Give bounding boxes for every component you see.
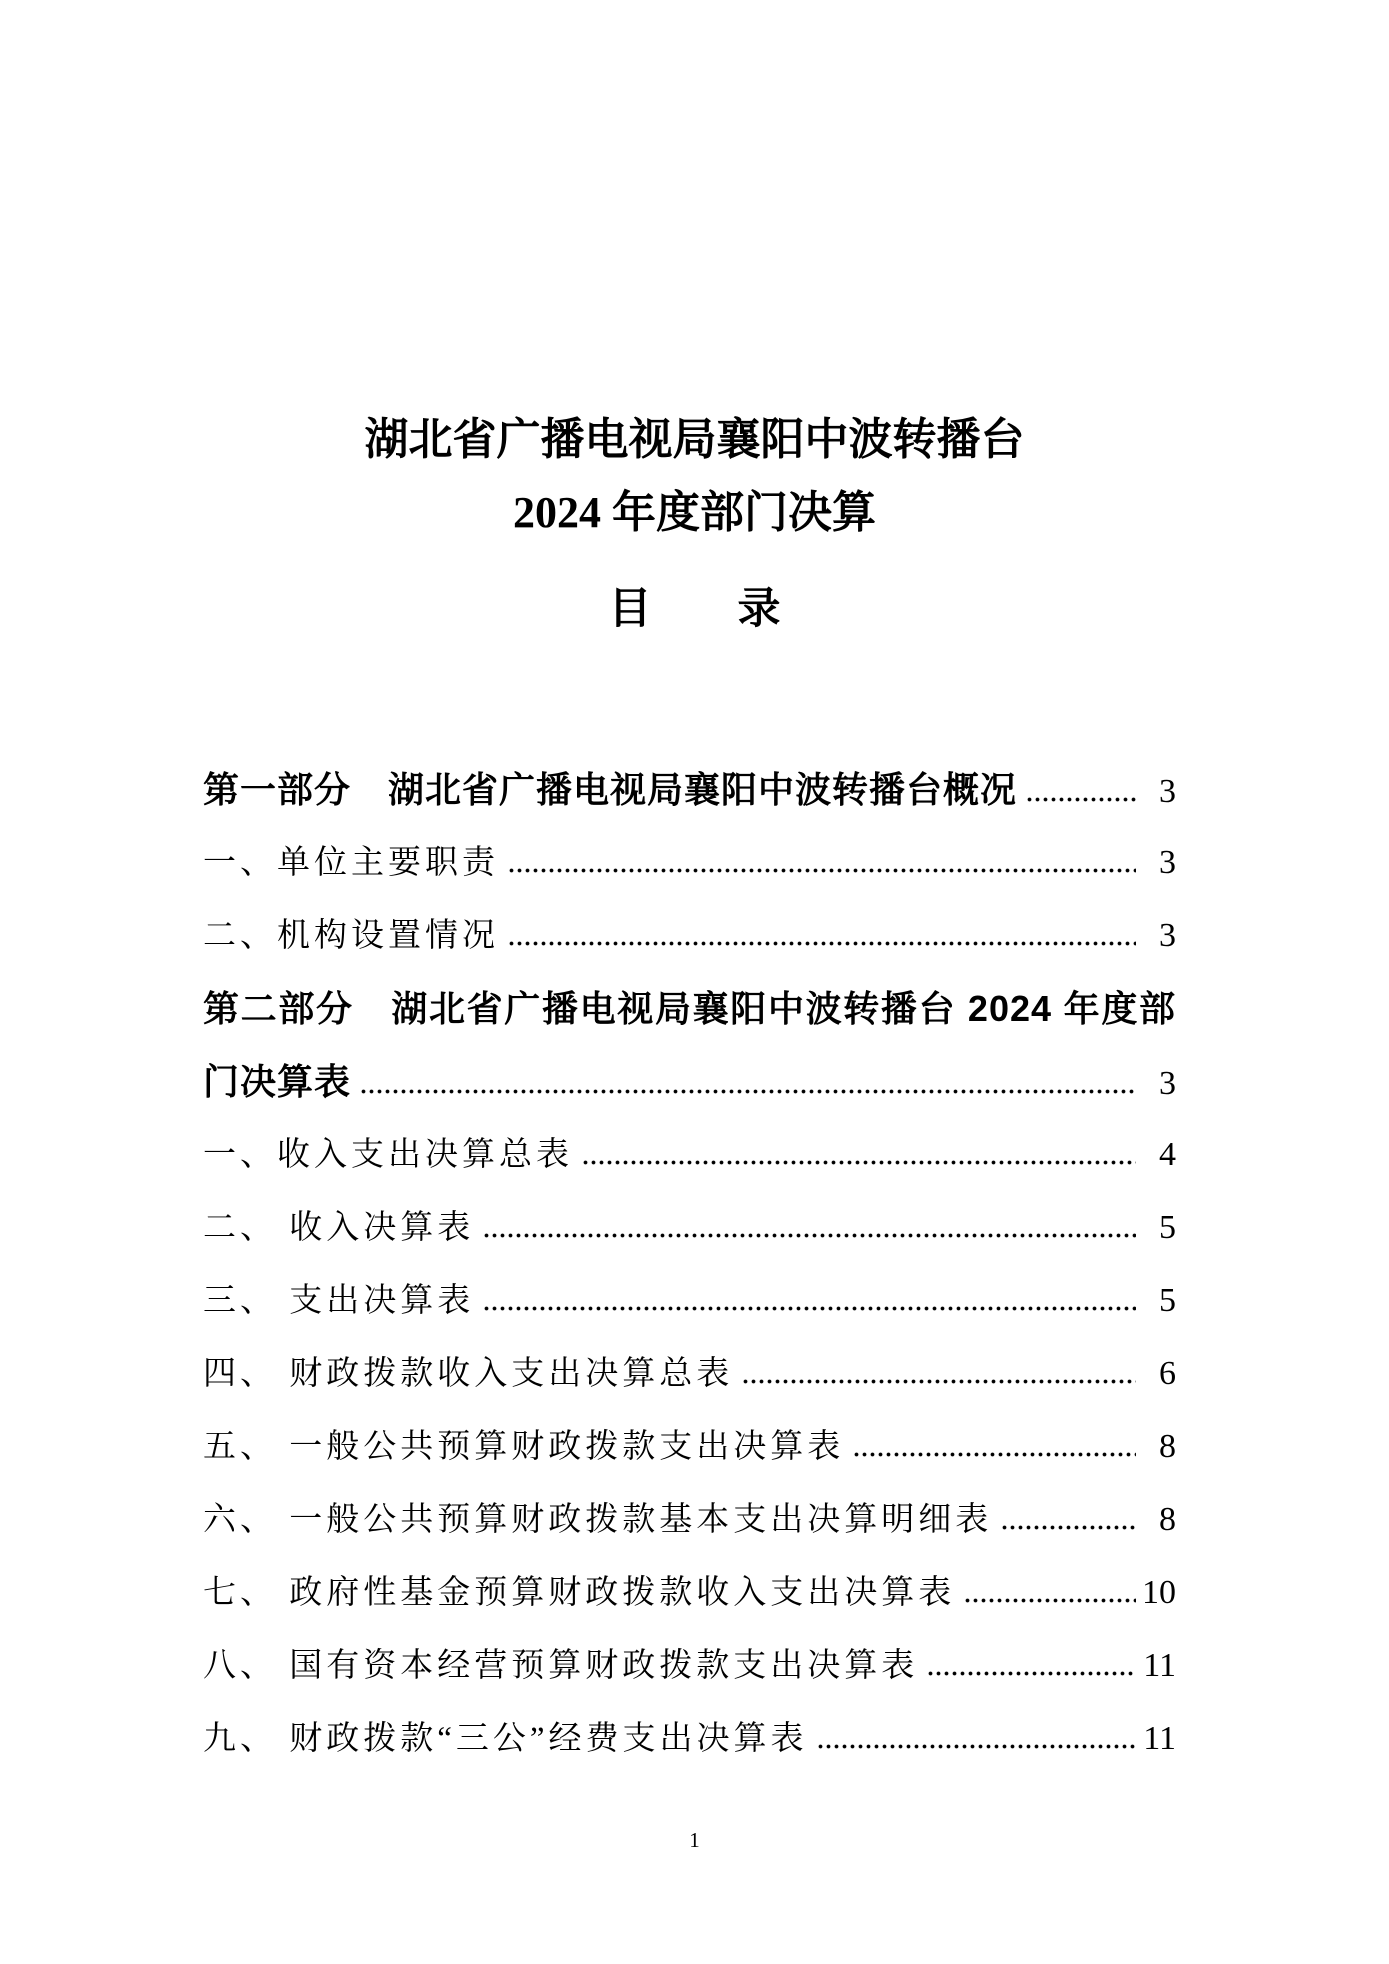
toc-row[interactable] bbox=[203, 767, 1176, 840]
toc-entry-text: 一、收入支出决算总表 bbox=[203, 1137, 573, 1173]
toc-page-number: 8 bbox=[1159, 1501, 1176, 1538]
toc-page-number: 3 bbox=[1159, 773, 1176, 810]
toc-row[interactable] bbox=[203, 1497, 1176, 1570]
toc-entry-text: 二、 收入决算表 bbox=[203, 1210, 475, 1246]
toc-row[interactable] bbox=[203, 986, 1176, 1059]
toc-list bbox=[203, 767, 1176, 1789]
toc-heading: 目 录 bbox=[608, 586, 781, 633]
toc-entry-text: 三、 支出决算表 bbox=[203, 1283, 475, 1319]
toc-page-number: 11 bbox=[1143, 1647, 1176, 1684]
toc-row[interactable] bbox=[203, 1351, 1176, 1424]
toc-dot-leader bbox=[1027, 797, 1136, 802]
toc-page-number: 8 bbox=[1159, 1428, 1176, 1465]
toc-entry-text: 第二部分 湖北省广播电视局襄阳中波转播台 2024 年度部 bbox=[203, 988, 1176, 1029]
page-number-footer: 1 bbox=[689, 1828, 700, 1852]
toc-dot-leader bbox=[743, 1379, 1136, 1384]
toc-page-number: 11 bbox=[1143, 1720, 1176, 1757]
toc-page-number: 10 bbox=[1142, 1574, 1176, 1611]
toc-entry-text: 二、机构设置情况 bbox=[203, 918, 499, 954]
toc-row[interactable] bbox=[203, 1716, 1176, 1789]
toc-row[interactable] bbox=[203, 1278, 1176, 1351]
toc-row[interactable] bbox=[203, 840, 1176, 913]
toc-page-number: 3 bbox=[1159, 844, 1176, 881]
toc-dot-leader bbox=[484, 1233, 1136, 1238]
toc-dot-leader bbox=[965, 1598, 1136, 1603]
toc-entry-text: 四、 财政拨款收入支出决算总表 bbox=[203, 1356, 734, 1392]
page-title-line-1: 湖北省广播电视局襄阳中波转播台 bbox=[364, 415, 1025, 464]
toc-entry-text: 六、 一般公共预算财政拨款基本支出决算明细表 bbox=[203, 1502, 993, 1538]
toc-dot-leader bbox=[509, 941, 1136, 946]
toc-row[interactable] bbox=[203, 1059, 1176, 1132]
toc-entry-text: 八、 国有资本经营预算财政拨款支出决算表 bbox=[203, 1648, 919, 1684]
toc-entry-text: 五、 一般公共预算财政拨款支出决算表 bbox=[203, 1429, 845, 1465]
toc-row[interactable] bbox=[203, 1424, 1176, 1497]
toc-row[interactable] bbox=[203, 1205, 1176, 1278]
toc-page-number: 6 bbox=[1159, 1355, 1176, 1392]
toc-entry-text: 七、 政府性基金预算财政拨款收入支出决算表 bbox=[203, 1575, 956, 1611]
toc-dot-leader bbox=[583, 1160, 1136, 1165]
toc-entry-text: 九、 财政拨款“三公”经费支出决算表 bbox=[203, 1721, 808, 1757]
toc-page-number: 3 bbox=[1159, 917, 1176, 954]
toc-page-number: 5 bbox=[1159, 1209, 1176, 1246]
toc-page-number: 3 bbox=[1159, 1065, 1176, 1102]
toc-row[interactable] bbox=[203, 913, 1176, 986]
toc-entry-text: 第一部分 湖北省广播电视局襄阳中波转播台概况 bbox=[203, 769, 1018, 810]
toc-dot-leader bbox=[854, 1452, 1136, 1457]
toc-row[interactable] bbox=[203, 1643, 1176, 1716]
toc-row[interactable] bbox=[203, 1570, 1176, 1643]
toc-dot-leader bbox=[509, 868, 1136, 873]
toc-dot-leader bbox=[484, 1306, 1136, 1311]
toc-dot-leader bbox=[1002, 1525, 1136, 1530]
page-title-line-2: 2024 年度部门决算 bbox=[513, 488, 876, 537]
toc-entry-text: 门决算表 bbox=[203, 1061, 352, 1102]
toc-page-number: 4 bbox=[1159, 1136, 1176, 1173]
toc-row[interactable] bbox=[203, 1132, 1176, 1205]
toc-dot-leader bbox=[928, 1671, 1136, 1676]
toc-dot-leader bbox=[361, 1089, 1136, 1094]
toc-entry-text: 一、单位主要职责 bbox=[203, 845, 499, 881]
toc-page-number: 5 bbox=[1159, 1282, 1176, 1319]
toc-dot-leader bbox=[818, 1744, 1136, 1749]
